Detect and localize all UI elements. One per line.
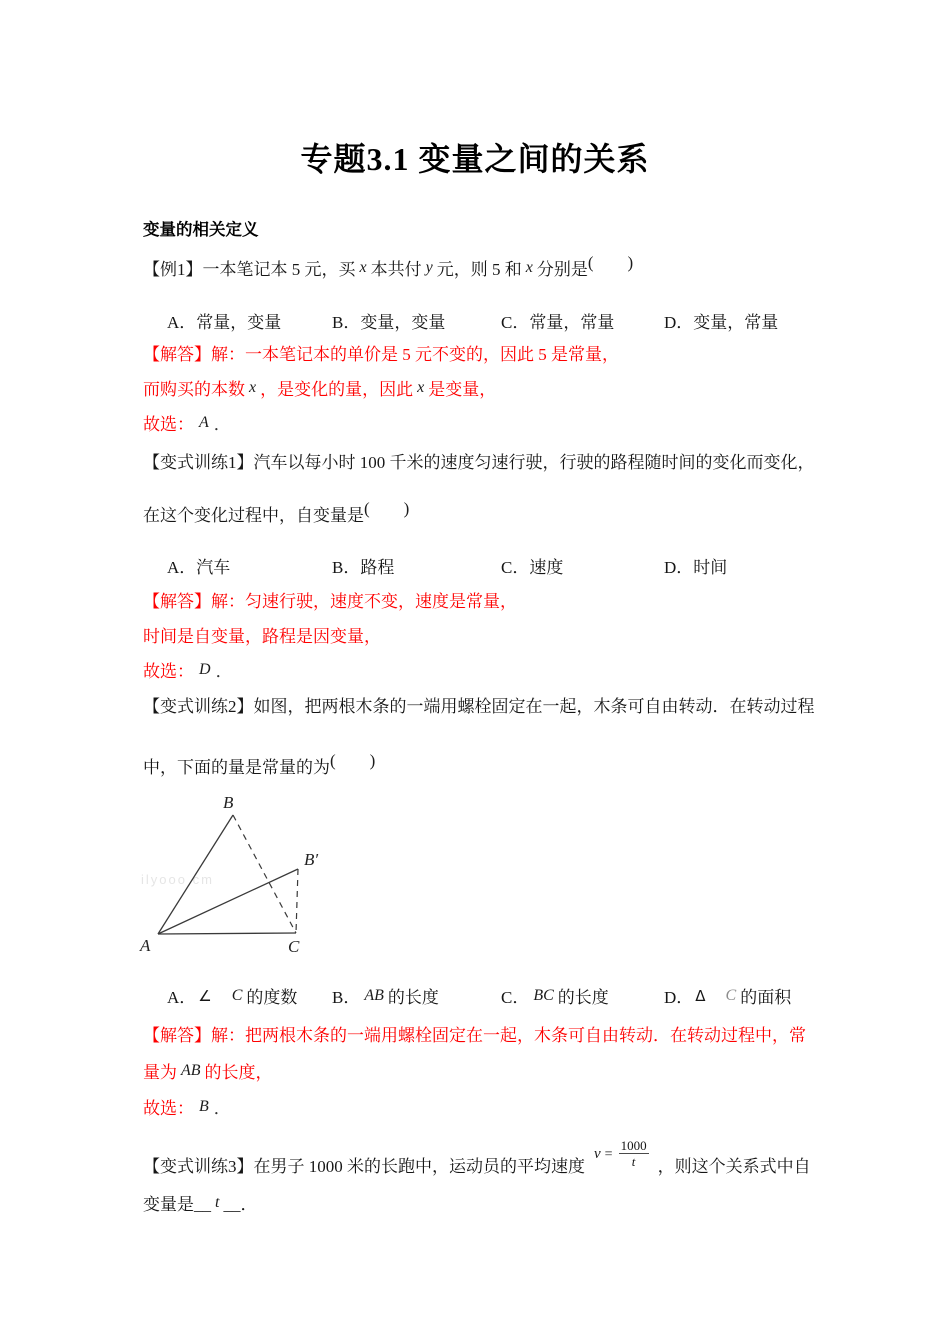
math-var-v: v — [594, 1145, 601, 1162]
text-run: ，是变化的量，因此 — [260, 380, 414, 399]
variant2-tag: 【变式训练2】 — [143, 697, 254, 716]
variant1-stem-line1 — [143, 450, 815, 475]
option-c — [501, 983, 609, 1008]
text-run: 汽车以每小时 100 千米的速度匀速行驶，行驶的路程随时间的变化而变化， — [253, 453, 815, 472]
page-title: 专题3.1 变量之间的关系 — [300, 141, 650, 177]
equals-sign: = — [604, 1146, 613, 1162]
text-run: 一本笔记本 5 元，买 — [202, 260, 356, 279]
variant2-answer-line2 — [143, 1060, 273, 1086]
example1-answer-line1: 【解答】解：一本笔记本的单价是 5 元不变的，因此 5 是常量， — [143, 345, 619, 364]
option-b — [332, 983, 439, 1008]
example1-answer-line2 — [143, 377, 496, 403]
answer-paren — [588, 253, 633, 272]
text-run: ． — [240, 1195, 258, 1214]
variant2-stem-line1 — [143, 694, 815, 719]
variant3-stem-line1 — [143, 1138, 811, 1184]
option-letter: D． — [664, 988, 694, 1007]
pick-prefix: 故选： — [143, 415, 194, 434]
option-letter: C． — [501, 988, 530, 1007]
pick-period: ． — [213, 1099, 231, 1118]
text-run: 量为 — [143, 1063, 177, 1082]
variant1-answer-line2: 时间是自变量，路程是因变量， — [143, 627, 381, 646]
variant2-answer-line1: 【解答】解：把两根木条的一端用螺栓固定在一起，木条可自由转动．在转动过程中，常 — [143, 1026, 806, 1045]
option-c: C．常量，常量 — [501, 313, 615, 332]
text-run: ，则这个关系式中自 — [657, 1156, 811, 1176]
pick-period: ． — [215, 662, 233, 681]
pick-letter: D — [199, 661, 211, 678]
triangle-figure — [138, 792, 358, 982]
vertex-label-Bprime: B′ — [304, 850, 319, 869]
option-b: B．变量，变量 — [332, 313, 446, 332]
variant2-stem-line2 — [143, 751, 376, 780]
text-run: 在这个变化过程中，自变量是 — [143, 506, 364, 525]
section-heading: 变量的相关定义 — [143, 221, 259, 239]
text-run: 中，下面的量是常量的为 — [143, 758, 330, 777]
variant1-stem-line2 — [143, 499, 410, 528]
angle-symbol: ∠ — [198, 987, 212, 1005]
text-run: 的度数 — [246, 988, 298, 1007]
option-d: D．变量，常量 — [664, 313, 779, 332]
fraction-denominator: t — [631, 1154, 636, 1169]
math-var-y: y — [425, 259, 433, 276]
pick-period: ． — [213, 415, 231, 434]
text-run: 的长度， — [204, 1063, 273, 1082]
paren-open: ( — [364, 499, 370, 518]
text-run: 变量是 — [143, 1195, 194, 1214]
text-run: 的面积 — [740, 988, 792, 1007]
text-run: 的长度 — [387, 988, 439, 1007]
option-a: A．汽车 — [167, 558, 231, 577]
pick-prefix: 故选： — [143, 1099, 194, 1118]
segment-AC — [158, 933, 296, 934]
answer-paren — [330, 751, 375, 770]
math-var-C: C — [725, 987, 737, 1004]
option-letter: A． — [167, 988, 197, 1007]
triangle-symbol: Δ — [695, 987, 706, 1005]
paren-close: ) — [627, 253, 634, 272]
paren-open: ( — [587, 253, 594, 272]
math-var-AB: AB — [181, 1062, 201, 1079]
math-var-AB: AB — [364, 987, 384, 1004]
math-var-C: C — [231, 987, 243, 1004]
text-run: 而购买的本数 — [143, 380, 245, 399]
math-var-x: x — [249, 379, 257, 396]
fraction-numerator: 1000 — [620, 1138, 647, 1153]
paren-close: ) — [369, 751, 376, 770]
math-var-t: t — [215, 1194, 220, 1211]
vertex-label-C: C — [288, 937, 300, 956]
triangle-svg — [138, 792, 358, 982]
pick-letter: B — [199, 1098, 209, 1115]
variant1-answer-line1: 【解答】解：匀速行驶，速度不变，速度是常量， — [143, 592, 517, 611]
variant3-stem-line2 — [143, 1192, 257, 1218]
example1-stem — [143, 253, 634, 283]
option-b: B．路程 — [332, 558, 395, 577]
pick-prefix: 故选： — [143, 662, 194, 681]
watermark: ilyooo cm — [141, 872, 214, 887]
text-run: 是变量， — [428, 380, 497, 399]
example1-answer-pick — [143, 412, 231, 438]
pick-letter: A — [199, 414, 209, 431]
formula-v-equals-1000-over-t — [594, 1138, 649, 1170]
text-run: 在男子 1000 米的长跑中，运动员的平均速度 — [253, 1156, 585, 1176]
vertex-label-B: B — [223, 793, 234, 812]
text-run: 如图，把两根木条的一端用螺栓固定在一起，木条可自由转动．在转动过程 — [253, 697, 815, 716]
variant3-tag: 【变式训练3】 — [143, 1156, 254, 1176]
text-run: 本共付 — [370, 260, 422, 279]
vertex-label-A: A — [140, 936, 151, 955]
option-a: A．常量，变量 — [167, 313, 282, 332]
example1-tag: 【例1】 — [143, 260, 203, 279]
blank-underscore: __ — [223, 1195, 241, 1214]
math-var-BC: BC — [533, 987, 554, 1004]
fraction — [619, 1138, 649, 1170]
text-run: 元，则 5 和 — [436, 260, 522, 279]
blank-underscore: __ — [194, 1195, 211, 1214]
option-c: C．速度 — [501, 558, 564, 577]
math-var-x: x — [359, 259, 367, 276]
variant1-answer-pick — [143, 659, 233, 685]
option-a — [167, 983, 297, 1008]
option-d — [664, 983, 791, 1008]
math-var-x: x — [525, 259, 533, 276]
text-run: 分别是 — [536, 260, 588, 279]
option-letter: B． — [332, 988, 361, 1007]
segment-BprimeC-dashed — [296, 869, 298, 933]
text-run: 的长度 — [557, 988, 609, 1007]
answer-paren — [364, 499, 409, 518]
math-var-x: x — [417, 379, 425, 396]
paren-close: ) — [403, 499, 410, 518]
paren-open: ( — [330, 751, 336, 770]
variant1-tag: 【变式训练1】 — [143, 453, 254, 472]
variant2-answer-pick — [143, 1096, 231, 1122]
option-d: D．时间 — [664, 558, 728, 577]
